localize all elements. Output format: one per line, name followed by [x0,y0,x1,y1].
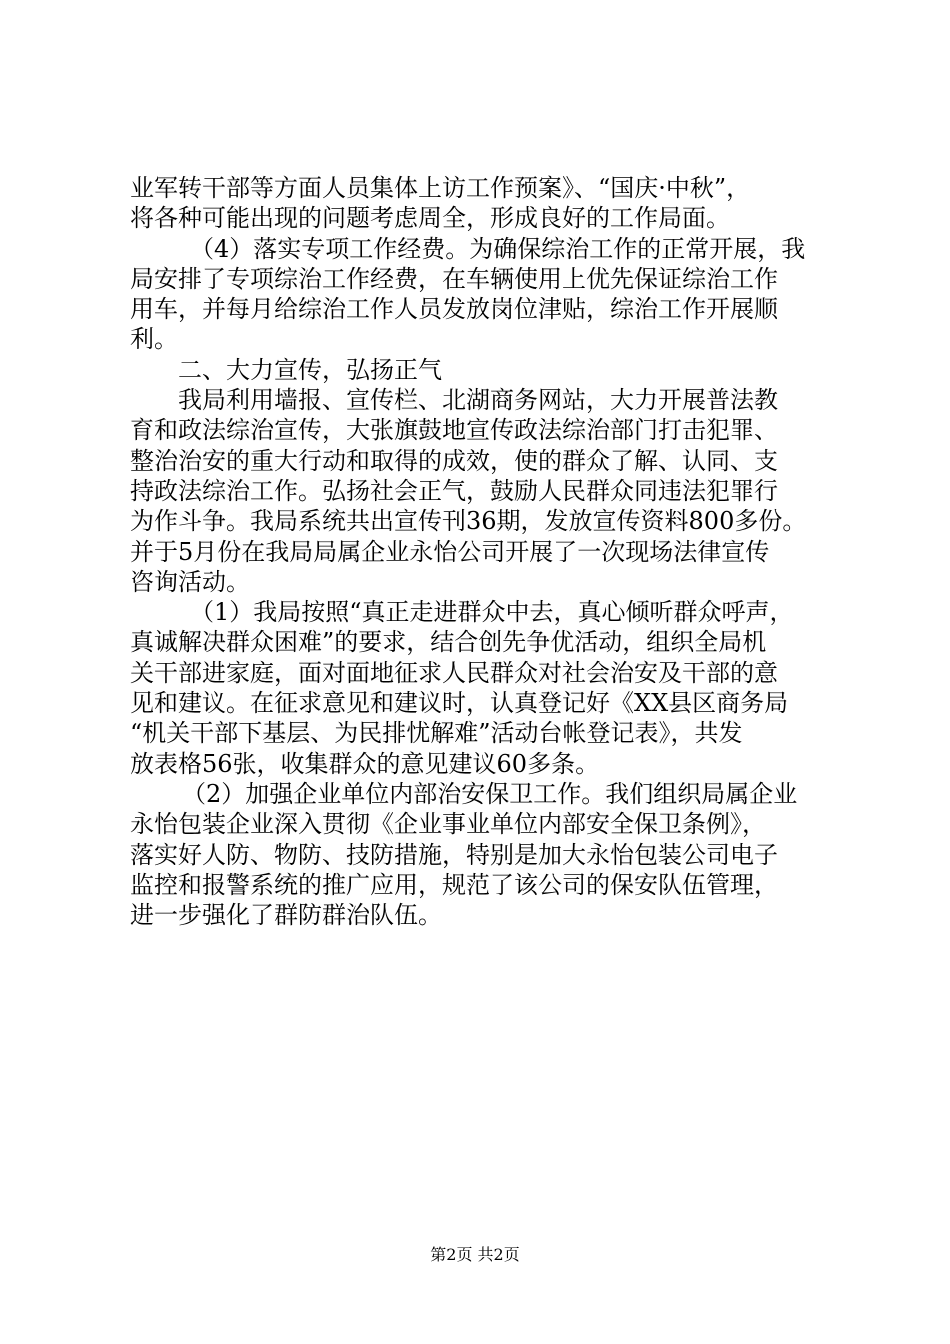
text-line: 局安排了专项综治工作经费，在车辆使用上优先保证综治工作 [130,264,778,293]
text-line: 咨询活动。 [130,567,250,596]
text-line: 育和政法综治宣传，大张旗鼓地宣传政法综治部门打击犯罪、 [130,416,778,445]
text-line: （1）我局按照“真正走进群众中去，真心倾听群众呼声， [190,598,794,627]
text-line: 真诚解决群众困难”的要求，结合创先争优活动，组织全局机 [130,628,767,657]
document-body [130,173,835,930]
text-line: 利。 [130,325,178,354]
page-number: 第2页 共2页 [430,1245,520,1264]
section-heading: 二、大力宣传，弘扬正气 [178,355,442,384]
text-line: 见和建议。在征求意见和建议时，认真登记好《XX县区商务局 [130,689,789,718]
text-line: 业军转干部等方面人员集体上访工作预案》、“国庆·中秋”， [130,174,751,202]
text-line: 放表格56张，收集群众的意见建议60多条。 [130,749,600,778]
text-line: 我局利用墙报、宣传栏、北湖商务网站，大力开展普法教 [178,386,778,415]
text-line: 永怡包装企业深入贯彻《企业事业单位内部安全保卫条例》， [130,810,766,839]
text-line: 关干部进家庭，面对面地征求人民群众对社会治安及干部的意 [130,658,778,687]
text-line: 用车，并每月给综治工作人员发放岗位津贴，综治工作开展顺 [130,295,778,324]
text-line: “机关干部下基层、为民排忧解难”活动台帐登记表》，共发 [130,719,743,748]
text-line: 整治治安的重大行动和取得的成效，使的群众了解、认同、支 [130,446,778,475]
text-line: 持政法综治工作。弘扬社会正气，鼓励人民群众同违法犯罪行 [130,476,778,505]
text-line: 为作斗争。我局系统共出宣传刊36期，发放宣传资料800多份。 [130,507,807,536]
text-line: 监控和报警系统的推广应用，规范了该公司的保安队伍管理， [130,870,778,899]
text-line: （4）落实专项工作经费。为确保综治工作的正常开展，我 [190,234,806,263]
text-line: 并于5月份在我局局属企业永怡公司开展了一次现场法律宣传 [130,537,770,566]
text-line: （2）加强企业单位内部治安保卫工作。我们组织局属企业 [182,779,798,808]
text-line: 将各种可能出现的问题考虑周全，形成良好的工作局面。 [130,204,730,233]
text-line: 进一步强化了群防群治队伍。 [130,901,442,930]
text-line: 落实好人防、物防、技防措施，特别是加大永怡包装公司电子 [130,840,778,869]
